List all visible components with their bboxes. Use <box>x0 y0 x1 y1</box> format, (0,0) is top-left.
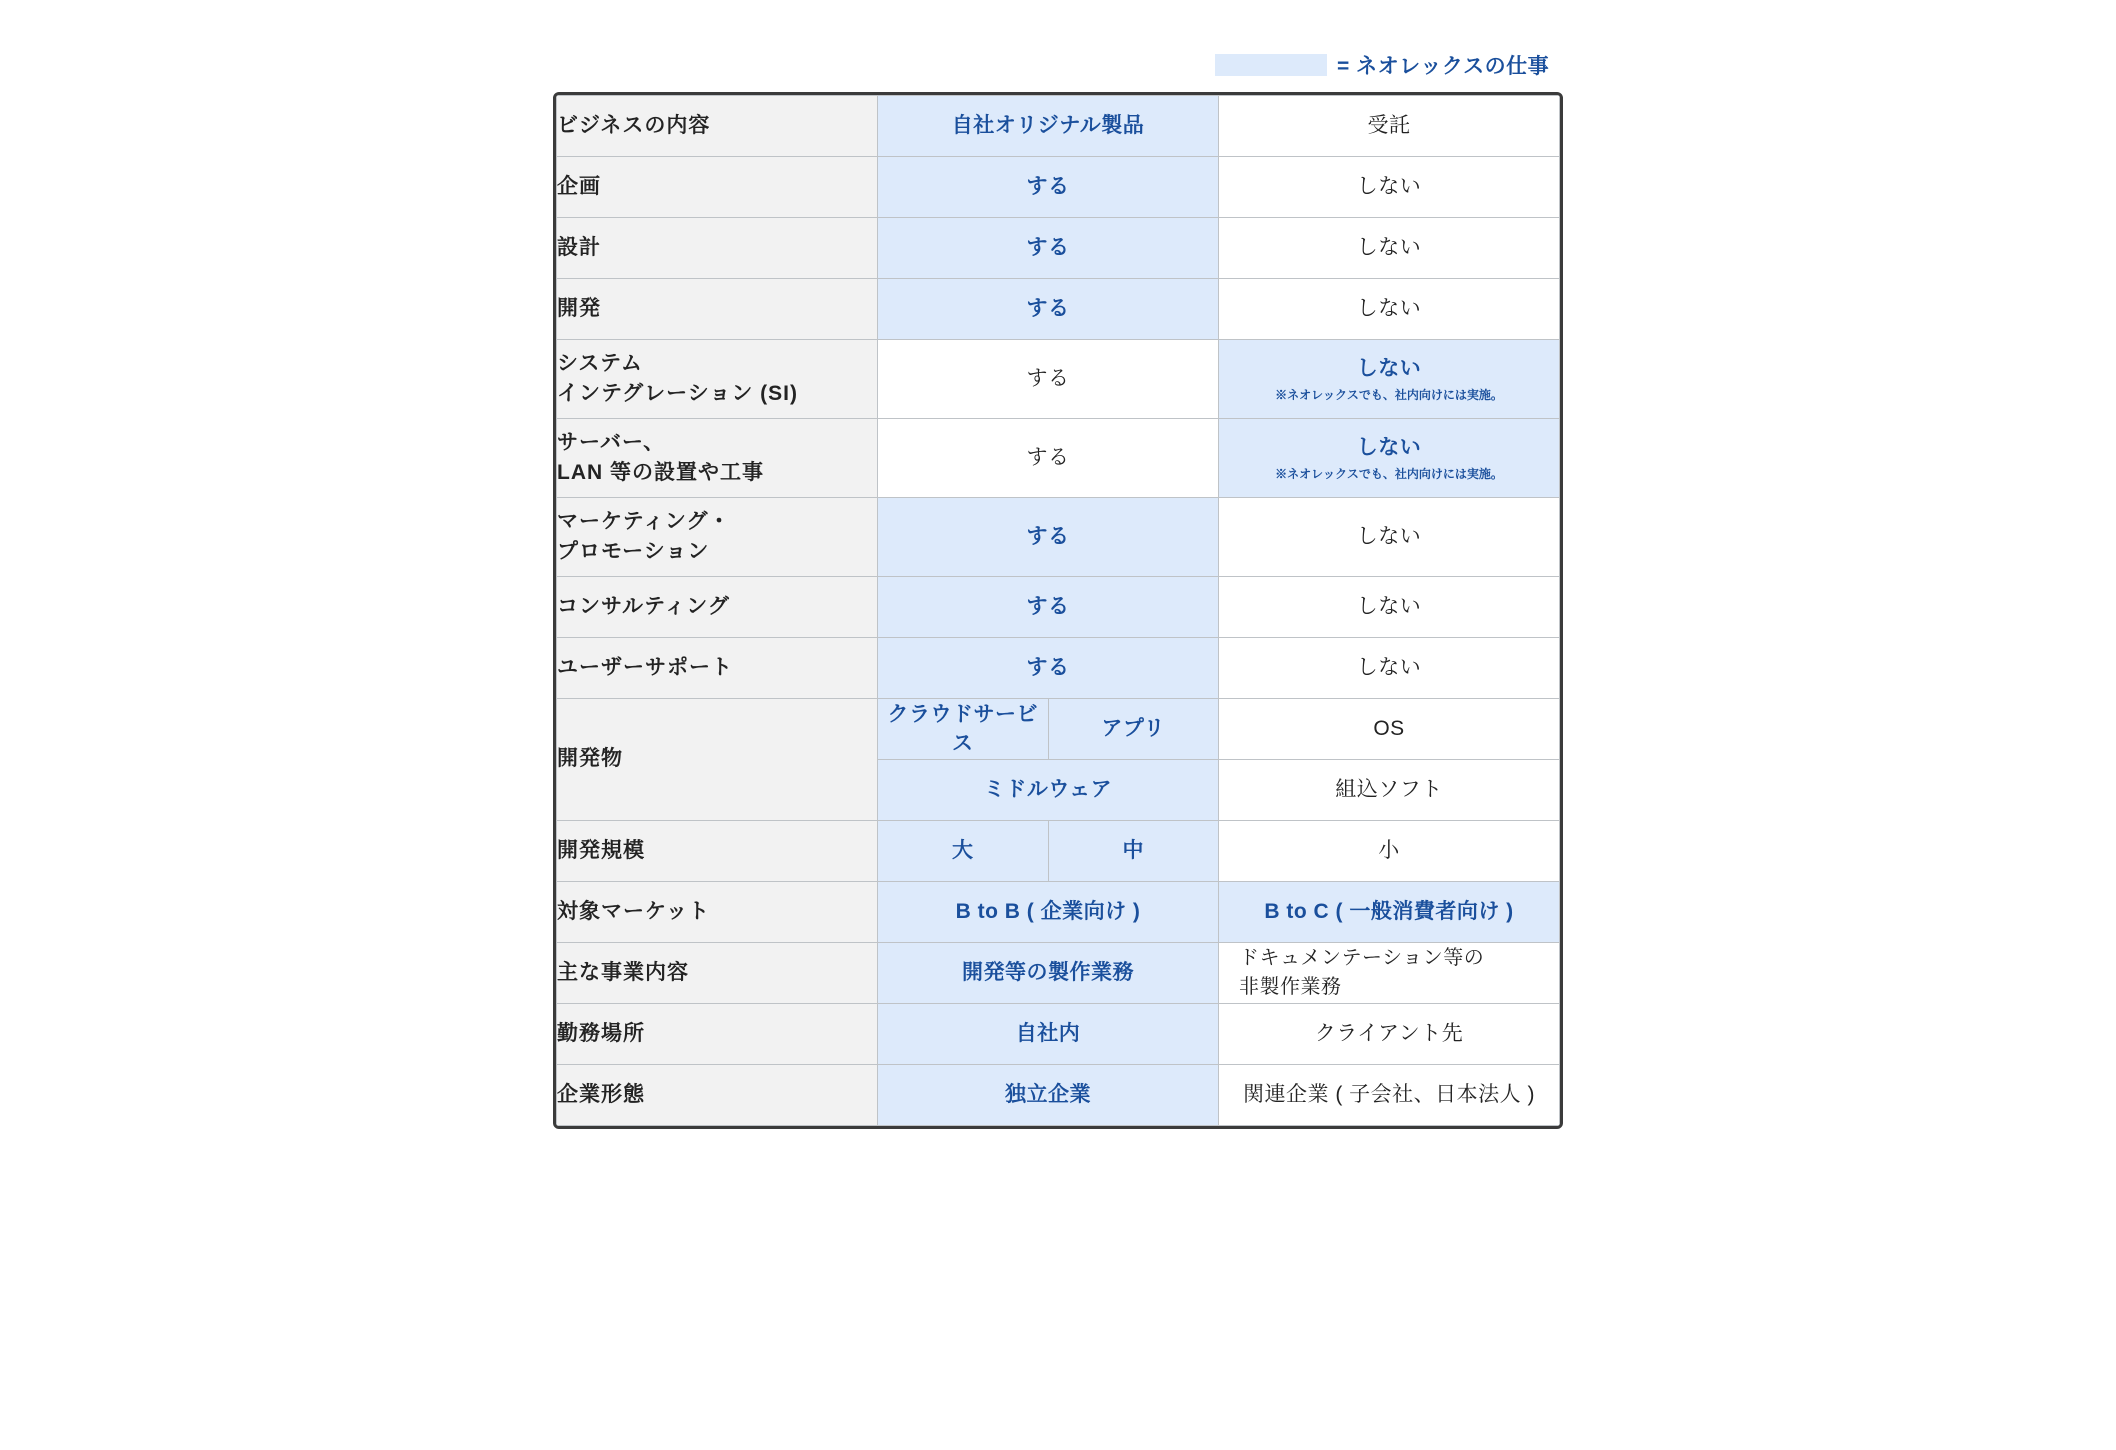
table-row <box>557 340 1560 419</box>
row-label: 開発物 <box>557 699 878 821</box>
cell-value: OS <box>1219 699 1560 760</box>
cell-value: 関連企業 ( 子会社、日本法人 ) <box>1219 1065 1560 1126</box>
cell-value <box>1219 419 1560 498</box>
cell-value: 自社内 <box>878 1004 1219 1065</box>
table-row <box>557 699 1560 760</box>
row-label: ユーザーサポート <box>557 638 878 699</box>
table-row <box>557 96 1560 157</box>
row-label: サーバー、 LAN 等の設置や工事 <box>557 419 878 498</box>
cell-value: 開発等の製作業務 <box>878 943 1219 1004</box>
cell-value: する <box>878 218 1219 279</box>
cell-value: しない <box>1219 498 1560 577</box>
row-label: システム インテグレーション (SI) <box>557 340 878 419</box>
cell-value: 自社オリジナル製品 <box>878 96 1219 157</box>
cell-value: クライアント先 <box>1219 1004 1560 1065</box>
cell-value: しない <box>1219 279 1560 340</box>
legend <box>1215 50 1549 80</box>
table-row <box>557 577 1560 638</box>
cell-note: ※ネオレックスでも、社内向けには実施。 <box>1275 467 1503 482</box>
cell-value: しない <box>1219 577 1560 638</box>
row-label: 開発規模 <box>557 821 878 882</box>
cell-main-text: しない <box>1356 357 1422 380</box>
cell-value: しない <box>1219 218 1560 279</box>
cell-value: 受託 <box>1219 96 1560 157</box>
cell-value: 中 <box>1048 821 1219 882</box>
row-label: 企業形態 <box>557 1065 878 1126</box>
table-row <box>557 498 1560 577</box>
row-label: 設計 <box>557 218 878 279</box>
table-row <box>557 882 1560 943</box>
table-row <box>557 1065 1560 1126</box>
cell-value: アプリ <box>1048 699 1219 760</box>
cell-value: する <box>878 638 1219 699</box>
cell-value: しない <box>1219 157 1560 218</box>
table-row <box>557 157 1560 218</box>
comparison-table <box>556 95 1560 1126</box>
cell-value: B to B ( 企業向け ) <box>878 882 1219 943</box>
comparison-table-container <box>553 92 1563 1129</box>
table-row <box>557 279 1560 340</box>
table-row <box>557 1004 1560 1065</box>
cell-value: する <box>878 157 1219 218</box>
row-label: 対象マーケット <box>557 882 878 943</box>
cell-value: 独立企業 <box>878 1065 1219 1126</box>
cell-value: する <box>878 279 1219 340</box>
cell-value: 小 <box>1219 821 1560 882</box>
table-row <box>557 943 1560 1004</box>
table-row <box>557 638 1560 699</box>
cell-value: しない <box>1219 638 1560 699</box>
row-label: コンサルティング <box>557 577 878 638</box>
cell-value: クラウドサービス <box>878 699 1049 760</box>
cell-value: ドキュメンテーション等の 非製作業務 <box>1219 943 1560 1004</box>
cell-value: する <box>878 340 1219 419</box>
row-label: 企画 <box>557 157 878 218</box>
legend-swatch-icon <box>1215 54 1327 76</box>
row-label: マーケティング・ プロモーション <box>557 498 878 577</box>
row-label: 主な事業内容 <box>557 943 878 1004</box>
row-label: ビジネスの内容 <box>557 96 878 157</box>
cell-value: する <box>878 577 1219 638</box>
table-row <box>557 419 1560 498</box>
legend-label: = ネオレックスの仕事 <box>1337 55 1550 78</box>
row-label: 開発 <box>557 279 878 340</box>
cell-value <box>1219 340 1560 419</box>
cell-value: する <box>878 498 1219 577</box>
cell-value: する <box>878 419 1219 498</box>
table-row <box>557 821 1560 882</box>
cell-value: B to C ( 一般消費者向け ) <box>1219 882 1560 943</box>
cell-value: 大 <box>878 821 1049 882</box>
cell-value: 組込ソフト <box>1219 760 1560 821</box>
cell-value: ミドルウェア <box>878 760 1219 821</box>
row-label: 勤務場所 <box>557 1004 878 1065</box>
cell-note: ※ネオレックスでも、社内向けには実施。 <box>1275 388 1503 403</box>
cell-main-text: しない <box>1356 436 1422 459</box>
table-row <box>557 218 1560 279</box>
